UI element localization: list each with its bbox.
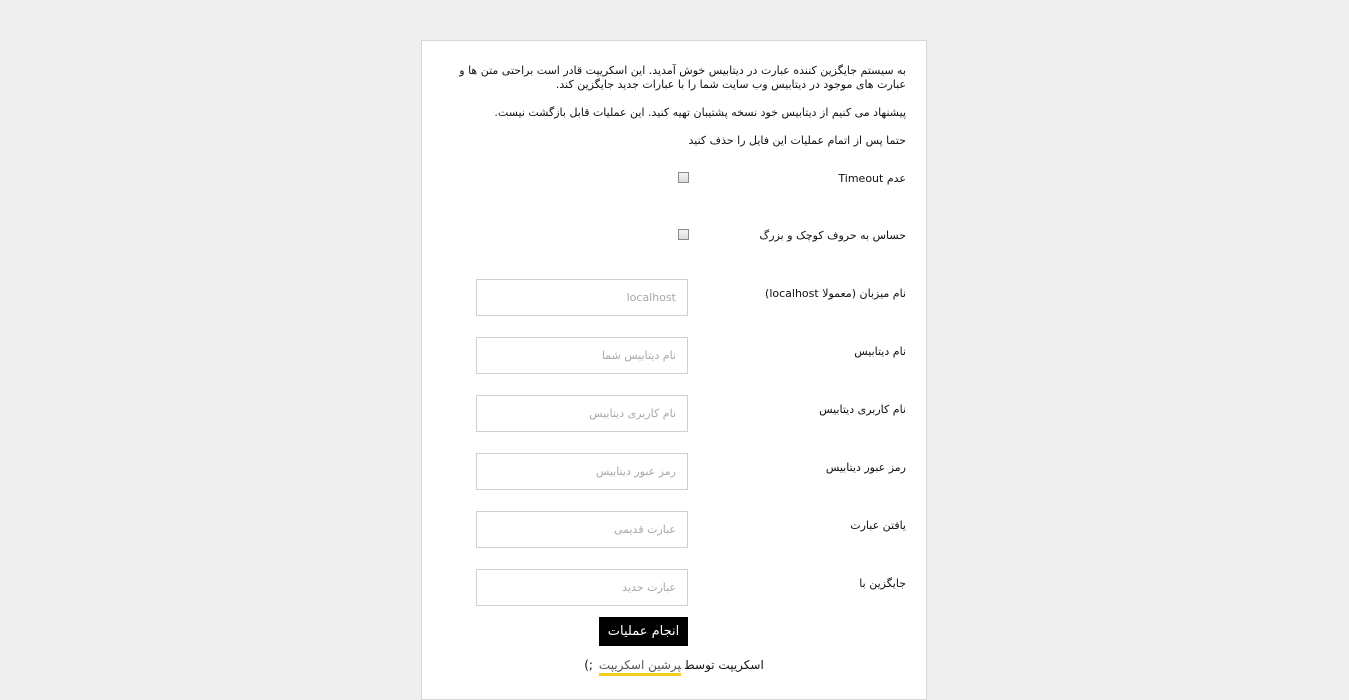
backup-warning: پیشنهاد می کنیم از دیتابیس خود نسخه پشتیبان تهیه کنید. این عملیات قابل بازگشت نیست. <box>494 106 906 119</box>
credit-line <box>422 658 926 672</box>
replace-input[interactable] <box>476 569 688 606</box>
persian-script-link[interactable]: پرشین اسکریپت <box>599 658 681 676</box>
replace-form-panel <box>421 40 927 700</box>
case-sensitive-label: حساس به حروف کوچک و بزرگ <box>759 229 906 242</box>
db-name-input[interactable] <box>476 337 688 374</box>
delete-file-warning: حتما پس از اتمام عملیات این فایل را حذف کنید <box>688 134 906 147</box>
intro-text <box>456 64 906 156</box>
run-operation-button[interactable]: انجام عملیات <box>599 617 688 646</box>
db-password-input[interactable] <box>476 453 688 490</box>
host-input[interactable] <box>476 279 688 316</box>
find-input[interactable] <box>476 511 688 548</box>
find-label: یافتن عبارت <box>850 519 906 532</box>
db-password-label: رمز عبور دیتابیس <box>825 461 906 474</box>
db-name-label: نام دیتابیس <box>854 345 906 358</box>
db-user-label: نام کاربری دیتابیس <box>819 403 906 416</box>
credit-prefix: اسکریپت توسط <box>685 658 764 672</box>
case-sensitive-checkbox[interactable] <box>678 229 689 240</box>
no-timeout-label: عدم Timeout <box>838 172 906 185</box>
welcome-paragraph: به سیستم جایگزین کننده عبارت در دیتابیس خوش آمدید. این اسکریپت قادر است براحتی متن ها و عبارت های موجود در دیتابیس وب سایت شما را با عبارات جدید جایگزین کند. <box>459 64 906 91</box>
db-user-input[interactable] <box>476 395 688 432</box>
no-timeout-checkbox[interactable] <box>678 172 689 183</box>
host-label: نام میزبان (معمولا localhost) <box>765 287 906 300</box>
replace-label: جایگزین با <box>859 577 906 590</box>
smiley-text: ;) <box>584 658 593 672</box>
